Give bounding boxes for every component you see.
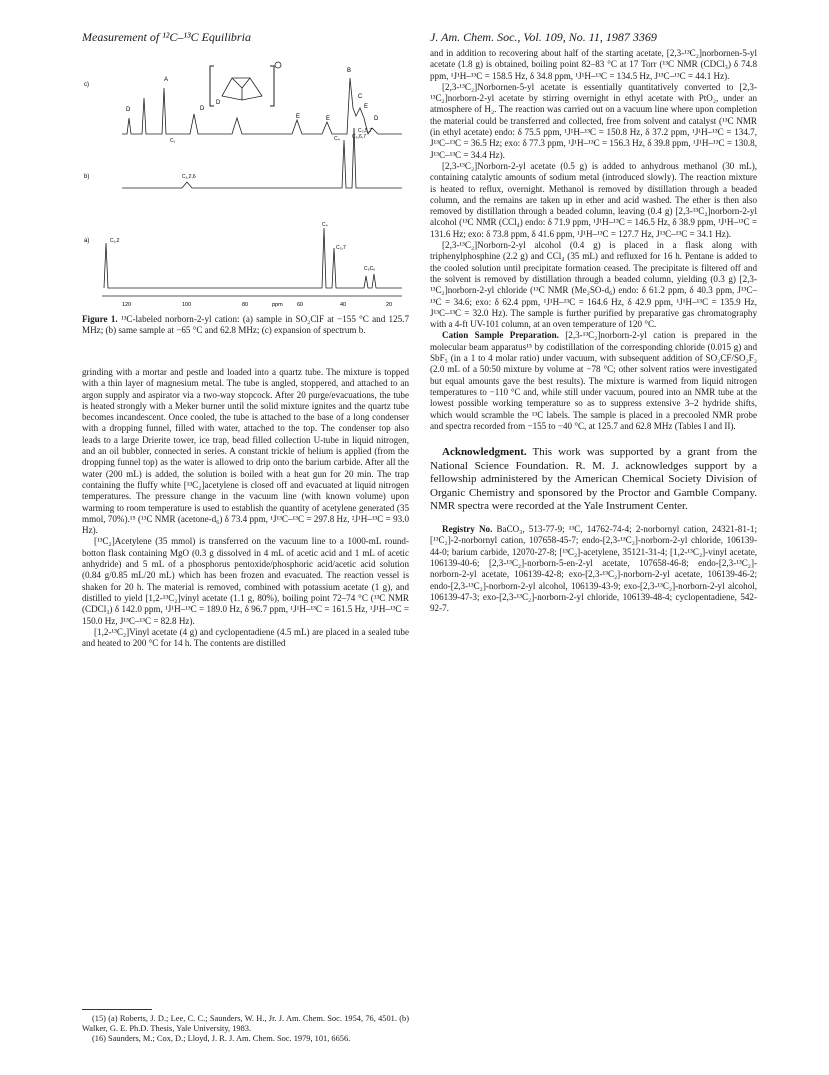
tick-100: 100 xyxy=(182,302,192,308)
footnote: (15) (a) Roberts, J. D.; Lee, C. C.; Saunders, W. H., Jr. J. Am. Chem. Soc. 1954, 76, 4501. (b) Walker, G. E. Ph.D. Thesis, Yale University, 1983. xyxy=(82,1014,409,1034)
right-paragraph: [2,3-¹³C₂]Norborn-2-yl alcohol (0.4 g) is placed in a flask along with triphenylphosphine (2.2 g) and CCl₄ (35 mL) and refluxed for 16 h. Pentane is added to the cooled solution until precipitate formation ceased. The precipitate is filtered off and the solvent is removed by distillation through a beaded column, yielding (0.3 g) [2,3-¹³C₂]norborn-2-yl chloride (¹³C NMR (Me₂SO-d₆) endo: δ 61.2 ppm, δ 40.3 ppm, J¹³C–¹³C = 34.6; exo: δ 62.4 ppm, ¹J¹H–¹³C = 164.6 Hz, δ 42.9 ppm, ¹J¹H–¹³C = 135.9 Hz, J¹³C–¹³C = 32.0 Hz). The sample is further purified by preparative gas chromatography with a 4-ft UV-101 column, at an oven temperature of 120 °C. xyxy=(430,240,757,330)
ack-text: This work was supported by a grant from the National Science Foundation. R. M. J. acknowledges support by a fellowship administered by the American Chemical Society Division of Organic Chemistry and sponsored by the Proctor and Gamble Company. NMR spectra were recorded at the Yale Instrument Center. xyxy=(430,446,757,513)
registry-heading: Registry No. xyxy=(442,524,493,535)
peak-label-a-C12: C₁,2 xyxy=(110,238,120,244)
peak-label-b-C357: C₃,5,7 xyxy=(358,128,372,134)
acknowledgment xyxy=(430,446,757,514)
tick-40: 40 xyxy=(340,302,347,308)
tick-ppm: ppm xyxy=(272,302,283,308)
peak-label-c-C: C xyxy=(358,94,363,100)
peak-label-c-D2: D xyxy=(200,106,205,112)
figure-caption xyxy=(82,314,409,337)
norbornyl-structure xyxy=(210,62,281,106)
peak-label-c-A: A xyxy=(164,77,169,83)
cation-prep-paragraph xyxy=(430,330,757,432)
peak-label-b-C126: C₁,2,6 xyxy=(182,174,196,180)
peak-label-c-D4: D xyxy=(374,116,379,122)
spectrum-c xyxy=(122,78,402,134)
peak-label-c-B: B xyxy=(347,68,352,74)
right-column xyxy=(430,48,757,614)
tick-20: 20 xyxy=(386,302,393,308)
peak-label-a-C37: C₃,7 xyxy=(336,245,346,251)
footnote-rule xyxy=(82,1009,152,1010)
peak-label-b-C4: C₄ xyxy=(334,136,340,142)
footnotes xyxy=(82,1014,409,1045)
registry-numbers xyxy=(430,524,757,614)
panel-label-b: b) xyxy=(84,174,90,180)
panel-label-a: a) xyxy=(84,238,90,244)
left-paragraph: [1,2-¹³C₂]Vinyl acetate (4 g) and cyclopentadiene (4.5 mL) are placed in a sealed tube and heated to 200 °C for 14 h. The contents are distilled xyxy=(82,626,409,649)
panel-label-c: c) xyxy=(84,82,89,88)
running-head-right: J. Am. Chem. Soc., Vol. 109, No. 11, 1987 3369 xyxy=(430,30,657,44)
cation-prep-heading: Cation Sample Preparation. xyxy=(442,330,559,341)
left-column xyxy=(82,367,409,649)
tick-60: 60 xyxy=(297,302,304,308)
registry-text: BaCO₃, 513-77-9; ¹³C, 14762-74-4; 2-norbornyl cation, 24321-81-1; [¹³C₂]-2-norbornyl cation, 107658-45-7; endo-[2,3-¹³C₂]-norborn-2-yl chloride, 106139-44-0; barium carbide, 12070-27-8; [¹³C₂]-acetylene, 35121-31-4; [1,2-¹³C₂]-vinyl acetate, 106139-40-6; [2,3-¹³C₂]-norborn-5-en-2-yl acetate, 107658-46-8; endo-[2,3-¹³C₂]-norborn-2-yl acetate, 106139-42-8; exo-[2,3-¹³C₂]-norborn-2-yl acetate, 106139-46-2; endo-[2,3-¹³C₂]-norborn-2-yl alcohol, 106139-43-9; exo-[2,3-¹³C₂]-norborn-2-yl alcohol, 106139-47-3; exo-[2,3-¹³C₂]-norborn-2-yl chloride, 106139-48-4; cyclopentadiene, 542-92-7. xyxy=(430,524,757,614)
caption-text: ¹³C-labeled norborn-2-yl cation: (a) sample in SO₂ClF at −155 °C and 125.7 MHz; (b) same sample at −65 °C and 62.8 MHz; (c) expansion of spectrum b. xyxy=(82,314,409,336)
peak-label-a-C4: C₄ xyxy=(322,222,328,228)
spectrum-a xyxy=(104,228,402,288)
ack-heading: Acknowledgment. xyxy=(442,446,527,459)
peak-label-c-E2: E xyxy=(326,116,331,122)
peak-label-c-E3: E xyxy=(364,104,369,110)
running-head-left: Measurement of ¹²C–¹³C Equilibria xyxy=(82,30,251,44)
left-paragraph: grinding with a mortar and pestle and loaded into a quartz tube. The mixture is topped with a thin layer of magnesium metal. The tube is angled, stoppered, and attached to an argon supply and aspirator via a two-way stopcock. After 20 purge/evacuations, the tube is heated strongly with a Meker burner until the solid mixture ignites and the quartz tube becomes incandescent. Once cooled, the tube is attached to the base of a long condenser with a dropping funnel, filled with water, attached to the top. The condenser top also leads to a large Drierite tower, ice trap, bead filled collection U-tube in liquid nitrogen, and an oil bubbler, connected in series. A constant trickle of helium is applied (from the dropping funnel top) as the water is allowed to drip onto the barium carbide. After all the water (200 mL) is added, the solution is boiled with a heat gun for 20 min. The trap containing the fluffy white [¹³C₂]acetylene is closed off and evacuated at liquid nitrogen temperatures. The pressure change in the vacuum line (with known volume) upon warming to room temperature is used to establish the quantity of acetylene generated (35 mmol, 70%).¹⁵ (¹³C NMR (acetone-d₆) δ 73.4 ppm, ¹J¹³C–¹³C = 297.8 Hz, ²J¹H–¹³C = 93.0 Hz). xyxy=(82,367,409,536)
tick-80: 80 xyxy=(242,302,249,308)
right-paragraph: [2,3-¹³C₂]Norbornen-5-yl acetate is essentially quantitatively converted to [2,3-¹³C₂]norborn-2-yl acetate by stirring overnight in ethyl acetate with PtO₂, under an atmosphere of H₂. The reaction was carried out on a vacuum line where upon completion the material could be transferred and collected, free from solvent and catalyst (¹³C NMR (in ethyl acetate) endo: δ 75.5 ppm, ¹J¹H–¹³C = 150.8 Hz, δ 37.2 ppm, ¹J¹H–¹³C = 134.7, J¹³C–¹³C = 36.5 Hz; exo: δ 77.3 ppm, ¹J¹H–¹³C = 156.3 Hz, δ 39.8 ppm, ¹J¹H–¹³C = 130.8, J¹³C–¹³C = 34.4 Hz). xyxy=(430,81,757,160)
right-paragraph: [2,3-¹³C₂]Norborn-2-yl acetate (0.5 g) is added to anhydrous methanol (30 mL), containing catalytic amounts of sodium metal (introduced slowly). The reaction mixture is heated to reflux, overnight. Methanol is removed by distillation through a beaded column, and the remains are taken up in ether and acid washed. The ether is then also removed by distillation through a beaded column, leaving (0.4 g) [2,3-¹³C₂]norborn-2-yl alcohol (¹³C NMR (CCl₄) endo: δ 71.9 ppm, ¹J¹H–¹³C = 146.5 Hz, δ 38.9 ppm, ¹J¹H–¹³C = 131.6 Hz; exo: δ 73.8 ppm, δ 41.6 ppm, ¹J¹H–¹³C = 127.7 Hz, J¹³C–¹³C = 34.1 Hz). xyxy=(430,160,757,239)
peak-label-c-C367: C₃,6,7 xyxy=(352,134,366,140)
footnote: (16) Saunders, M.; Cox, D.; Lloyd, J. R. J. Am. Chem. Soc. 1979, 101, 6656. xyxy=(92,1034,351,1044)
peak-label-c-D1: D xyxy=(126,107,131,113)
caption-label: Figure 1. xyxy=(82,314,118,324)
tick-120: 120 xyxy=(122,302,132,308)
peak-label-c-E1: E xyxy=(296,114,301,120)
left-paragraph: [¹³C₂]Acetylene (35 mmol) is transferred on the vacuum line to a 1000-mL round-botton flask containing MgO (0.3 g dissolved in 4 mL of acetic acid and 1 mL of acetic anhydride) and 5 mL of a phosphorus pentoxide/phosphoric acid/acetic acid solution (0.84 g/0.85 mL/20 mL) which has been frozen and evacuated. The reaction vessel is shaken for 20 h. The material is removed, combined with potassium acetate (1 g), and distilled to yield [1,2-¹³C₂]vinyl acetate (1.1 g, 80%), boiling point 72–74 °C (¹³C NMR (CDCl₃) δ 142.0 ppm, ¹J¹H–¹³C = 189.0 Hz, δ 96.7 ppm, ¹J¹H–¹³C = 161.5 Hz, ¹J¹H–¹³C = 150.0 Hz, J¹³C–¹³C = 82.8 Hz). xyxy=(82,536,409,626)
axis-ticks xyxy=(122,302,392,308)
nmr-spectra-figure xyxy=(82,48,409,310)
peak-label-a-C5C6: C₅C₆ xyxy=(364,266,376,272)
peak-label-c-C1: C₁ xyxy=(170,138,176,144)
cation-prep-text: [2,3-¹³C₂]norborn-2-yl cation is prepared in the molecular beam apparatus¹⁵ by codistillation of the corresponding chloride (0.015 g) and SbF₅ (in a 1 to 4 molar ratio) under vacuum, with subsequent addition of SO₂CF/SO₂F₂ (2.0 mL of a 50:50 mixture by volume at −78 °C; other solvent ratios were investigated but equal amounts gave the best results). The mixture is warmed from liquid nitrogen temperatures to −110 °C and, while still under vacuum, poured into an NMR tube at the lowest possible working temperature so as to suppress extensive 3–2 hydride shifts, which would scramble the ¹³C labels. The sample is placed in a precooled NMR probe and spectra recorded from −155 to −40 °C, at 125.7 and 62.8 MHz (Tables I and II). xyxy=(430,330,758,431)
peak-label-c-D3: D xyxy=(216,100,221,106)
right-paragraph: and in addition to recovering about half of the starting acetate, [2,3-¹³C₂]norbornen-5-yl acetate (1.8 g) is obtained, boiling point 82–83 °C at 17 Torr (¹³C NMR (CDCl₃) δ 74.8 ppm, ¹J¹H–¹³C = 158.5 Hz, δ 34.8 ppm, ¹J¹H–¹³C = 134.5 Hz, J¹³C–¹³C = 44.1 Hz). xyxy=(430,48,757,81)
